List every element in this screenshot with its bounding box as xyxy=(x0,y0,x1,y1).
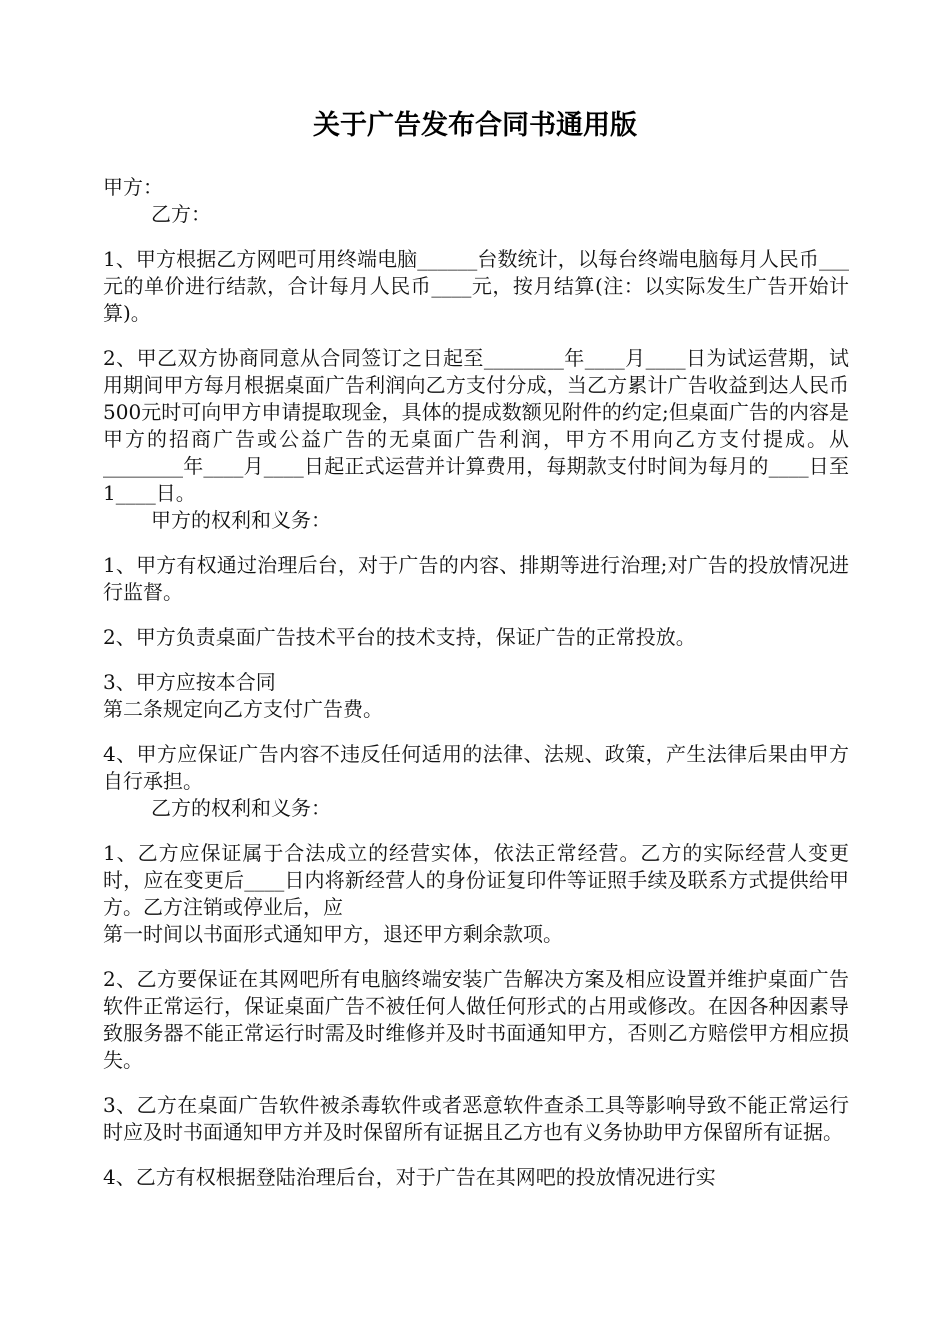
party-a-clause-3-line-2: 第二条规定向乙方支付广告费。 xyxy=(103,697,383,721)
party-b-clause-3: 3、乙方在桌面广告软件被杀毒软件或者恶意软件查杀工具等影响导致不能正常运行时应及时书面通知甲方并及时保留所有证据且乙方也有义务协助甲方保留所有证据。 xyxy=(103,1093,849,1144)
clause-2: 2、甲乙双方协商同意从合同签订之日起至________年____月____日为试运营期，试用期间甲方每月根据桌面广告利润向乙方支付分成，当乙方累计广告收益到达人民币500元时可向甲方申请提取现金，具体的提成数额见附件的约定;但桌面广告的内容是甲方的招商广告或公益广告的无桌面广告利润，甲方不用向乙方支付提成。从________年____月____日起正式运营并计算费用，每期款支付时间为每月的____日至1____日。 xyxy=(103,346,849,505)
party-b-clause-1-part-1: 1、乙方应保证属于合法成立的经营实体，依法正常经营。乙方的实际经营人变更时，应在变更后____日内将新经营人的身份证复印件等证照手续及联系方式提供给甲方。乙方注销或停业后，应 xyxy=(103,841,849,919)
party-a-clause-3-line-1: 3、甲方应按本合同 xyxy=(103,670,276,694)
party-b-label: 乙方： xyxy=(151,202,211,226)
party-b-clause-2: 2、乙方要保证在其网吧所有电脑终端安装广告解决方案及相应设置并维护桌面广告软件正常运行，保证桌面广告不被任何人做任何形式的占用或修改。在因各种因素导致服务器不能正常运行时需及时维修并及时书面通知甲方，否则乙方赔偿甲方相应损失。 xyxy=(103,967,849,1072)
clause-1: 1、甲方根据乙方网吧可用终端电脑______台数统计，以每台终端电脑每月人民币___元的单价进行结款，合计每月人民币____元，按月结算(注：以实际发生广告开始计算)。 xyxy=(103,247,849,325)
document-body xyxy=(103,174,849,1191)
party-a-clause-2: 2、甲方负责桌面广告技术平台的技术支持，保证广告的正常投放。 xyxy=(103,625,696,649)
party-b-clause-1-part-2: 第一时间以书面形式通知甲方，退还甲方剩余款项。 xyxy=(103,922,563,946)
section-heading-party-a: 甲方的权利和义务： xyxy=(151,508,331,532)
party-a-label: 甲方： xyxy=(103,175,163,199)
party-b-clause-4: 4、乙方有权根据登陆治理后台，对于广告在其网吧的投放情况进行实 xyxy=(103,1165,716,1189)
party-a-clause-4: 4、甲方应保证广告内容不违反任何适用的法律、法规、政策，产生法律后果由甲方自行承担。 xyxy=(103,742,849,793)
document-title: 关于广告发布合同书通用版 xyxy=(313,110,637,141)
party-a-clause-1: 1、甲方有权通过治理后台，对于广告的内容、排期等进行治理;对广告的投放情况进行监督。 xyxy=(103,553,849,604)
section-heading-party-b: 乙方的权利和义务： xyxy=(151,796,331,820)
